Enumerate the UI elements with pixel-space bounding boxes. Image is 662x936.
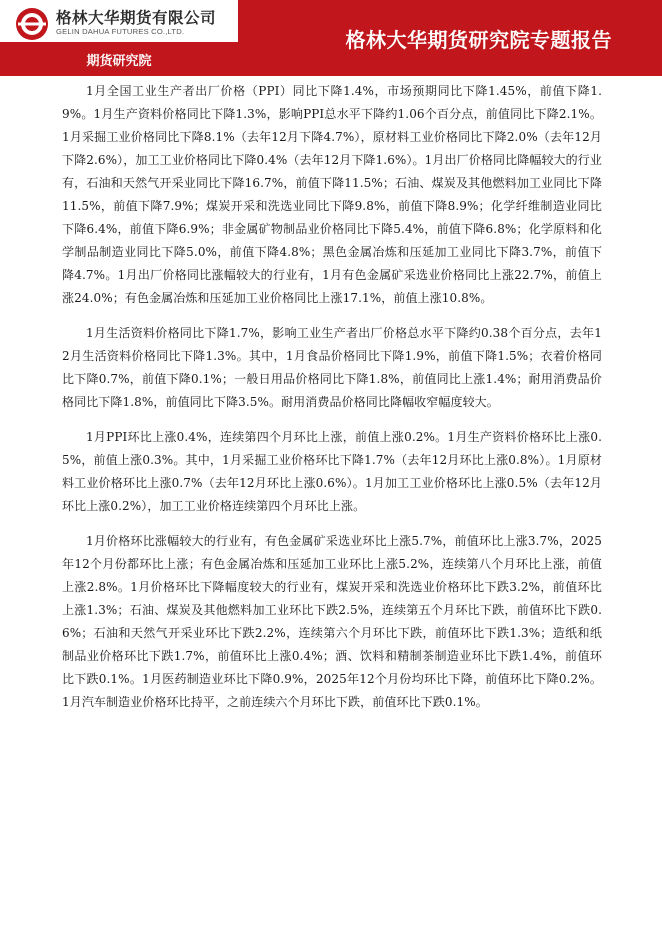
paragraph-industry-mom: 1月价格环比涨幅较大的行业有，有色金属矿采选业环比上涨5.7%，前值环比上涨3.7%，2025年12个月份都环比上涨；有色金属冶炼和压延加工业环比上涨5.2%，连续第八个月环比上涨，前值上涨2.8%。1月价格环比下降幅度较大的行业有，煤炭开采和洗选业价格环比下跌3.2%，前值环比上涨1.3%；石油、煤炭及其他燃料加工业环比下跌2.5%，连续第五个月环比下跌，前值环比下跌0.6%；石油和天然气开采业环比下跌2.2%，连续第六个月环比下跌，前值环比下跌1.3%；造纸和纸制品业价格环比下跌1.7%，前值环比上涨0.4%；酒、饮料和精制茶制造业环比下跌1.4%，前值环比下跌0.1%。1月医药制造业环比下降0.9%，2025年12个月份均环比下降，前值环比下降0.2%。1月汽车制造业价格环比持平，之前连续六个月环比下跌，前值环比下跌0.1%。 [62,534,602,709]
company-name-cn: 格林大华期货有限公司 [56,9,217,27]
brand-block [0,0,238,76]
paragraph-consumer-goods: 1月生活资料价格同比下降1.7%，影响工业生产者出厂价格总水平下降约0.38个百分点，去年12月生活资料价格同比下降1.3%。其中，1月食品价格同比下降1.9%，前值下降1.5%；衣着价格同比下降0.7%，前值下降0.1%；一般日用品价格同比下降1.8%，前值同比上涨1.4%；耐用消费品价格同比下降1.8%，前值同比下降3.5%。耐用消费品价格同比降幅收窄幅度较大。 [62,326,602,409]
paragraph-ppi-mom: 1月PPI环比上涨0.4%，连续第四个月环比上涨，前值上涨0.2%。1月生产资料价格环比上涨0.5%，前值上涨0.3%。其中，1月采掘工业价格环比下降1.7%（去年12月环比上涨0.8%）。1月原材料工业价格环比上涨0.7%（去年12月环比上涨0.6%）。1月加工工业价格环比上涨0.5%（去年12月环比上涨0.2%），加工工业价格连续第四个月环比上涨。 [62,430,602,513]
company-logo-icon [14,6,50,42]
report-title: 格林大华期货研究院专题报告 [345,28,612,52]
paragraph-ppi-overview: 1月全国工业生产者出厂价格（PPI）同比下降1.4%，市场预期同比下降1.45%，前值下降1.9%。1月生产资料价格同比下降1.3%，影响PPI总水平下降约1.06个百分点，前值同比下降2.1%。1月采掘工业价格同比下降8.1%（去年12月下降4.7%），原材料工业价格同比下降2.0%（去年12月下降2.6%），加工工业价格同比下降0.4%（去年12月下降1.6%）。1月出厂价格同比降幅较大的行业有，石油和天然气开采业同比下降16.7%，前值下降11.5%；石油、煤炭及其他燃料加工业同比下降11.5%，前值下降7.9%；煤炭开采和洗选业同比下降9.8%，前值下降8.9%；化学纤维制造业同比下降6.4%，前值下降6.9%；非金属矿物制品业价格同比下降5.4%，前值下降6.8%；化学原料和化学制品制造业同比下降5.0%，前值下降4.8%；黑色金属冶炼和压延加工业同比下降3.7%，前值下降4.7%。1月出厂价格同比涨幅较大的行业有，1月有色金属矿采选业价格同比上涨22.7%，前值上涨24.0%；有色金属冶炼和压延加工业价格同比上涨17.1%，前值上涨10.8%。 [62,84,602,305]
page-header [0,0,662,76]
report-body [62,80,602,726]
department-label: 期货研究院 [86,54,152,69]
company-name-en: GELIN DAHUA FUTURES CO.,LTD. [56,27,185,36]
